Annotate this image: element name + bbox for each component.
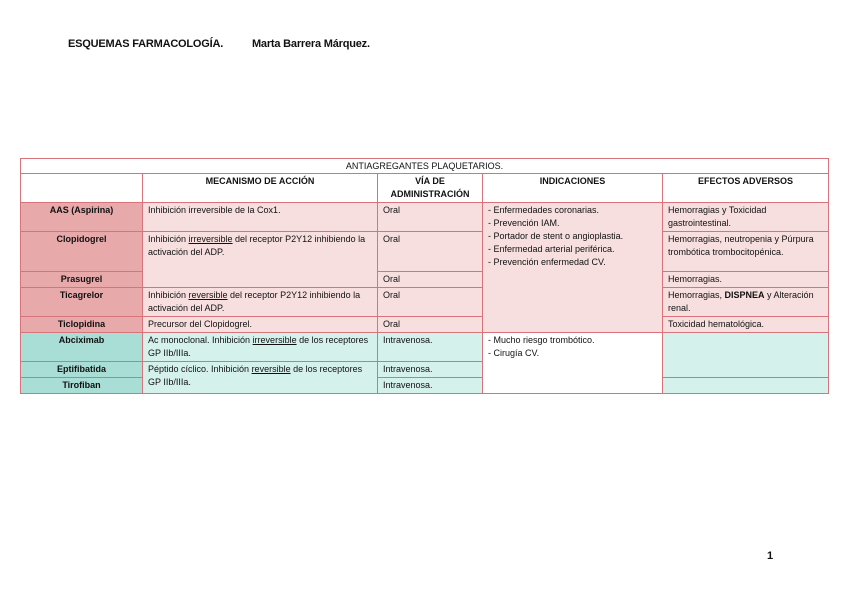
drug-name: Ticlopidina: [21, 317, 143, 333]
antiplatelet-table: [20, 158, 829, 394]
mechanism-cell: Inhibición reversible del receptor P2Y12 inhibiendo la activación del ADP.: [143, 288, 378, 317]
route-cell: Intravenosa.: [378, 333, 483, 362]
route-cell: Intravenosa.: [378, 362, 483, 378]
table-row-abciximab: [21, 333, 829, 362]
table-row-clopidogrel: [21, 232, 829, 272]
indication-item: - Enfermedades coronarias.: [488, 205, 600, 215]
document-title: ESQUEMAS FARMACOLOGÍA.: [68, 38, 224, 50]
table-row-ticagrelor: [21, 288, 829, 317]
drug-name: Abciximab: [21, 333, 143, 362]
effects-cell: Toxicidad hematológica.: [663, 317, 829, 333]
mechanism-cell: Inhibición irreversible del receptor P2Y12 inhibiendo la activación del ADP.: [143, 232, 378, 288]
drug-name: Tirofiban: [21, 378, 143, 394]
table-title-row: [21, 159, 829, 174]
table-header-row: [21, 174, 829, 203]
effects-cell-empty: [663, 378, 829, 394]
effects-cell-empty: [663, 333, 829, 378]
effects-cell: Hemorragias, neutropenia y Púrpura trombótica trombocitopénica.: [663, 232, 829, 272]
mechanism-cell: Péptido cíclico. Inhibición reversible de los receptores GP IIb/IIIa.: [143, 362, 378, 394]
route-cell: Oral: [378, 272, 483, 288]
header-mechanism: MECANISMO DE ACCIÓN: [143, 174, 378, 203]
route-cell: Oral: [378, 317, 483, 333]
drug-name: Prasugrel: [21, 272, 143, 288]
indication-item: - Cirugía CV.: [488, 348, 540, 358]
mechanism-cell: Ac monoclonal. Inhibición irreversible de los receptores GP IIb/IIIa.: [143, 333, 378, 362]
drug-name: Ticagrelor: [21, 288, 143, 317]
route-cell: Oral: [378, 288, 483, 317]
mechanism-cell: Precursor del Clopidogrel.: [143, 317, 378, 333]
effects-cell: Hemorragias, DISPNEA y Alteración renal.: [663, 288, 829, 317]
header-indications: INDICACIONES: [483, 174, 663, 203]
document-header: [68, 38, 370, 50]
table-row-tirofiban: [21, 378, 829, 394]
route-cell: Intravenosa.: [378, 378, 483, 394]
table-title: ANTIAGREGANTES PLAQUETARIOS.: [21, 159, 829, 174]
route-cell: Oral: [378, 232, 483, 272]
header-route: VÍA DE ADMINISTRACIÓN: [378, 174, 483, 203]
page-number: 1: [767, 550, 774, 562]
route-cell: Oral: [378, 203, 483, 232]
indication-item: - Prevención IAM.: [488, 218, 560, 228]
mechanism-cell: Inhibición irreversible de la Cox1.: [143, 203, 378, 232]
drug-name: AAS (Aspirina): [21, 203, 143, 232]
table-row-prasugrel: [21, 272, 829, 288]
indication-item: - Prevención enfermedad CV.: [488, 257, 606, 267]
table-row-ticlopidina: [21, 317, 829, 333]
indication-item: - Mucho riesgo trombótico.: [488, 335, 595, 345]
drug-name: Clopidogrel: [21, 232, 143, 272]
oral-indications-cell: [483, 203, 663, 333]
iv-indications-cell: [483, 333, 663, 394]
header-adverse-effects: EFECTOS ADVERSOS: [663, 174, 829, 203]
document-author: Marta Barrera Márquez.: [251, 38, 370, 50]
header-empty-cell: [21, 174, 143, 203]
indication-item: - Enfermedad arterial periférica.: [488, 244, 615, 254]
indication-item: - Portador de stent o angioplastia.: [488, 231, 624, 241]
effects-cell: Hemorragias y Toxicidad gastrointestinal.: [663, 203, 829, 232]
effects-cell: Hemorragias.: [663, 272, 829, 288]
table-row-aas: [21, 203, 829, 232]
drug-name: Eptifibatida: [21, 362, 143, 378]
